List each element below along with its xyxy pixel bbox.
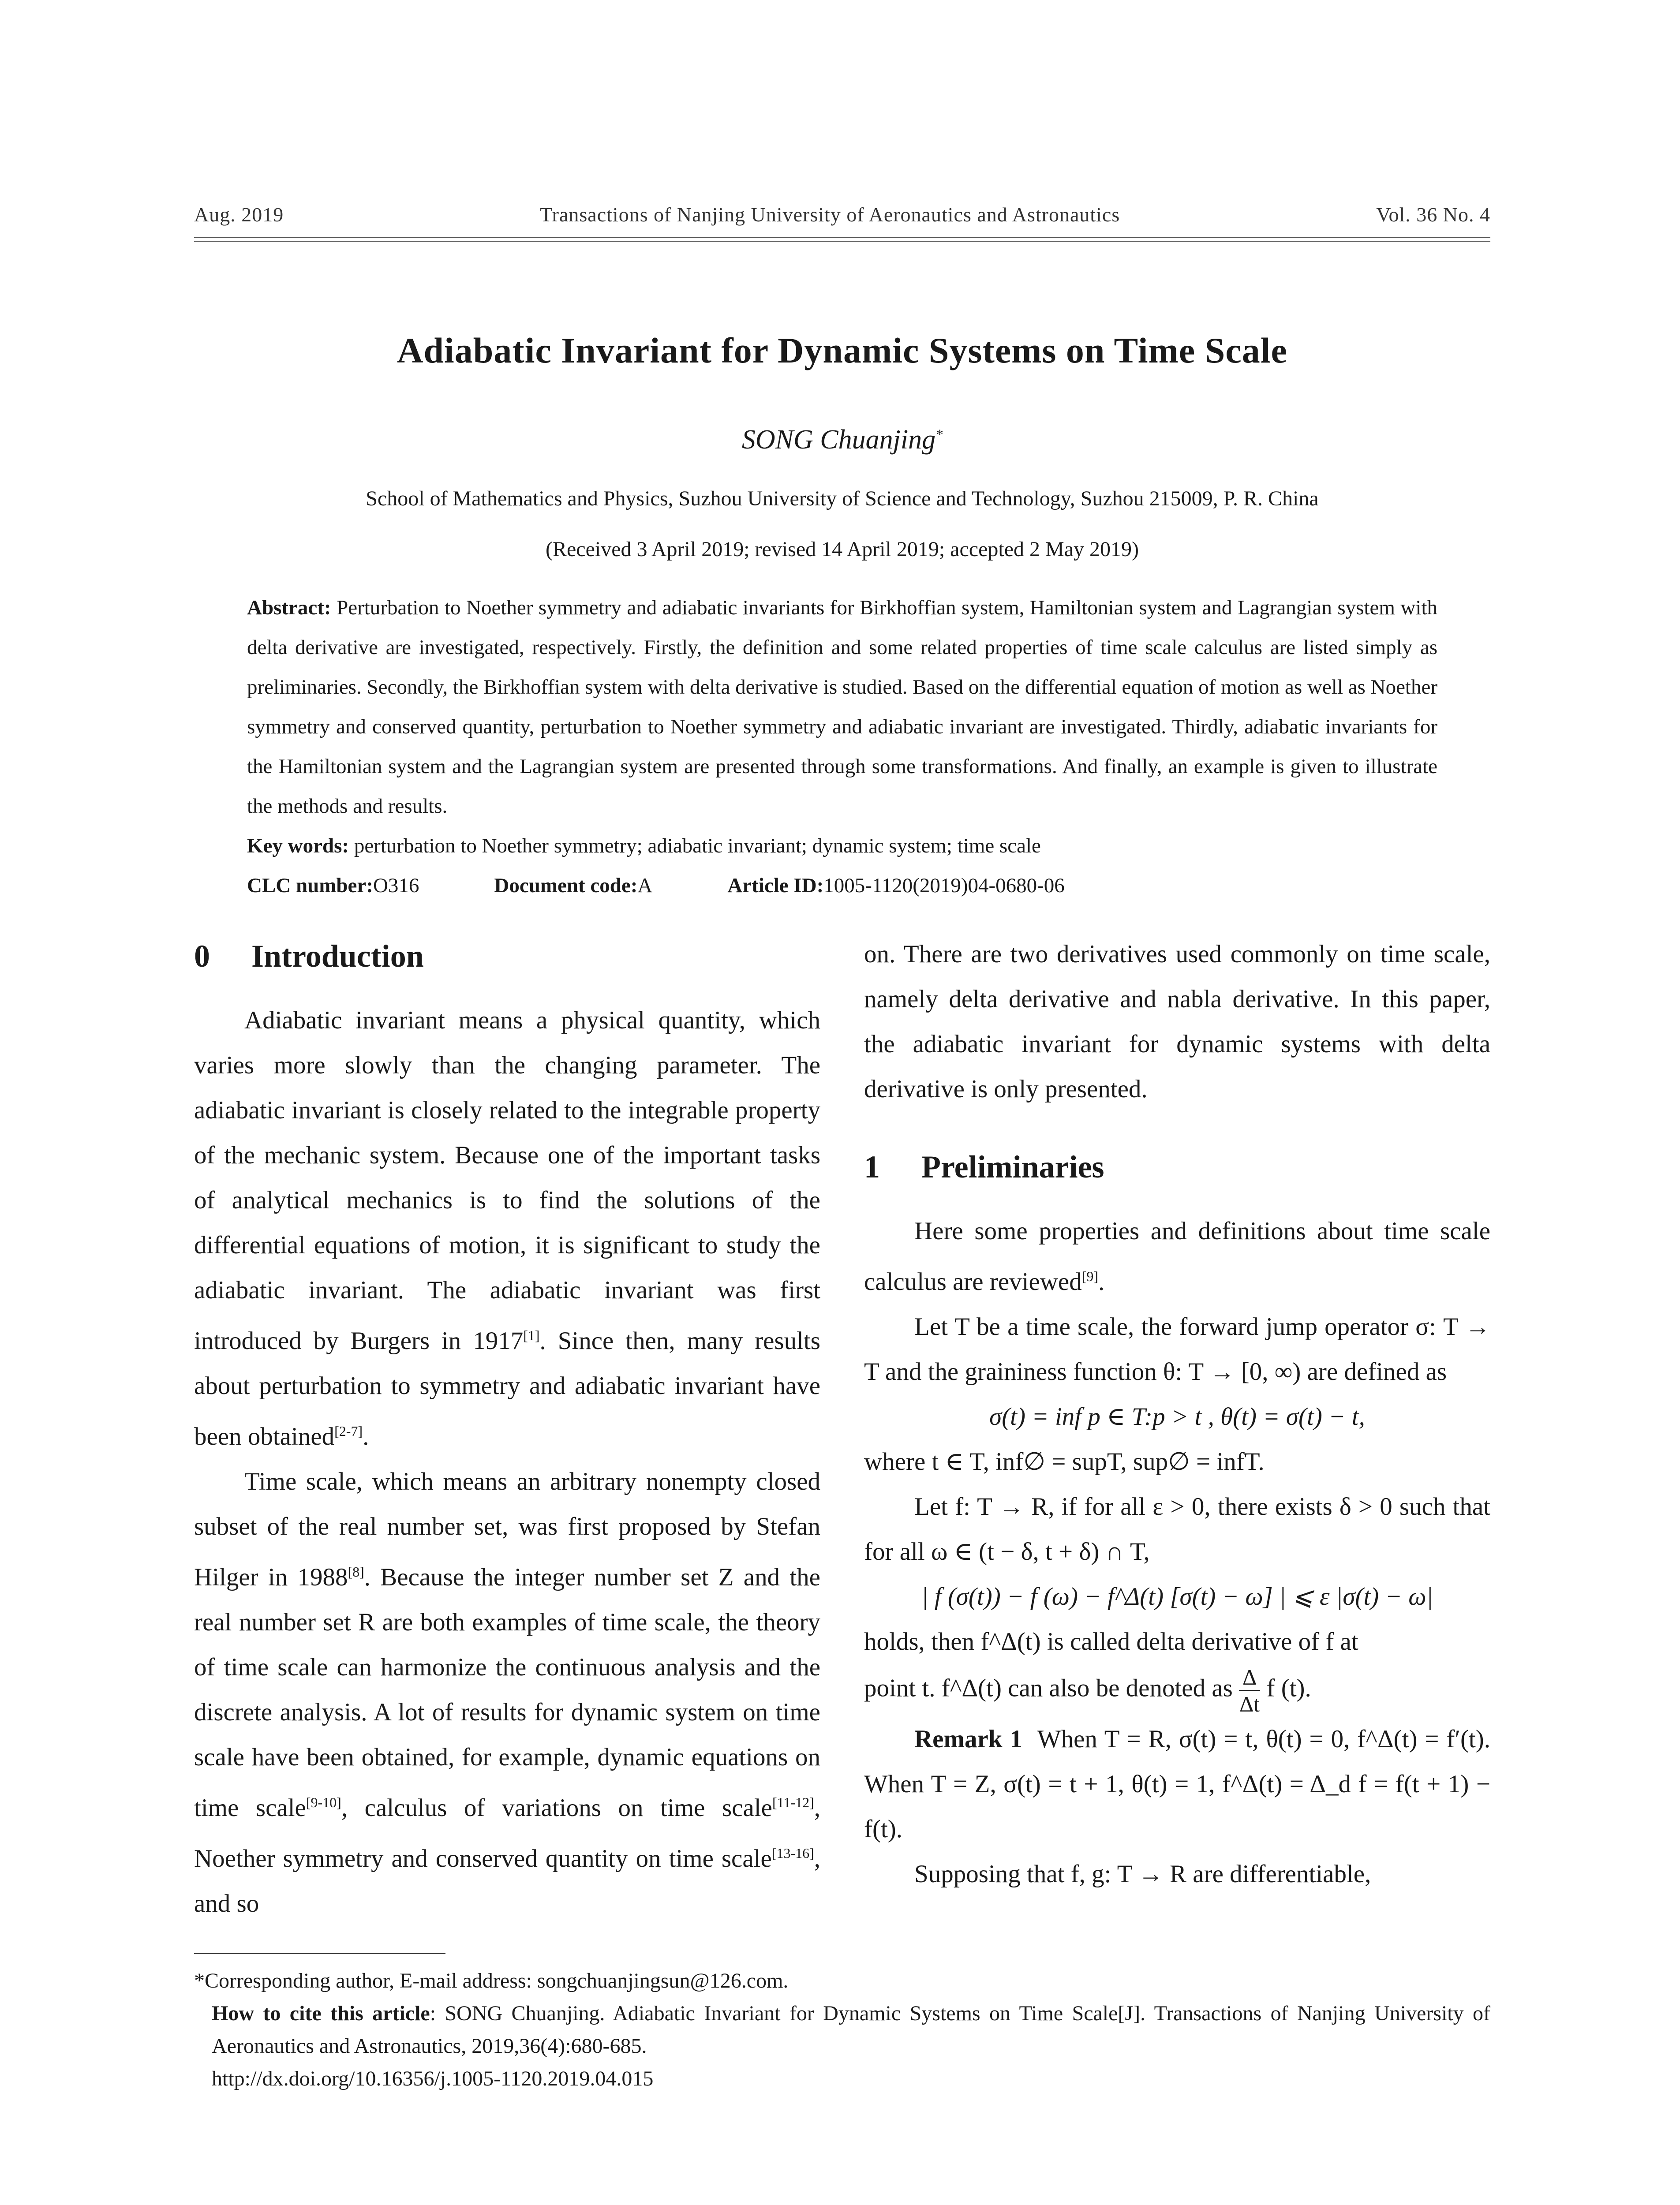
- keywords-label: Key words:: [247, 834, 349, 857]
- section-1-title: Preliminaries: [921, 1149, 1104, 1185]
- intro-p2-text-c: , calculus of variations on time scale: [341, 1794, 772, 1822]
- clc-value: O316: [373, 874, 419, 897]
- section-1-number: 1: [864, 1149, 880, 1185]
- ref-11-12: [11-12]: [772, 1794, 814, 1810]
- author-name: SONG Chuanjing: [741, 425, 936, 455]
- doc-label: Document code:: [494, 874, 638, 897]
- fraction-numerator: Δ: [1239, 1664, 1260, 1691]
- prelim-p1-text-b: .: [1098, 1268, 1105, 1296]
- intro-p2-text-b: . Because the integer number set Z and the real number set R are both examples of time scale, the theory of time scale can harmonize the continuous analysis and the discrete analysis. A lot of results for dynamic system on time scale have been obtained, for example, dynamic equations on time scale: [194, 1563, 820, 1822]
- clc-label: CLC number:: [247, 874, 373, 897]
- section-0-title: Introduction: [251, 938, 424, 974]
- doi-link[interactable]: http://dx.doi.org/10.16356/j.1005-1120.2019.04.015: [212, 2067, 654, 2090]
- intro-continuation: on. There are two derivatives used commonly on time scale, namely delta derivative and nabla derivative. In this paper, the adiabatic invariant for dynamic systems with delta derivative is only presented.: [864, 940, 1490, 1103]
- corresponding-mark: *: [935, 426, 943, 442]
- running-head-volume: Vol. 36 No. 4: [1376, 203, 1490, 226]
- fraction-denominator: Δt: [1239, 1692, 1260, 1716]
- intro-paragraph-1: [194, 998, 820, 1459]
- article-id: [727, 866, 1064, 905]
- doc-value: A: [637, 874, 653, 897]
- section-1-heading: [864, 1143, 1490, 1191]
- body-columns: [194, 932, 1490, 1926]
- running-head-rule: [194, 241, 1490, 242]
- author-line: [194, 424, 1490, 456]
- intro-paragraph-2: [194, 1459, 820, 1926]
- ref-2-7: [2-7]: [334, 1423, 363, 1439]
- ref-1: [1]: [523, 1327, 540, 1343]
- abstract-label: Abstract:: [247, 596, 331, 619]
- running-head: [194, 203, 1490, 238]
- corresponding-author-note: *Corresponding author, E-mail address: songchuanjingsun@126.com.: [194, 1969, 789, 1992]
- prelim-paragraph-6: [864, 1664, 1490, 1717]
- intro-p2-text-d: , Noether symmetry and conserved quantity on time scale: [194, 1794, 820, 1872]
- ref-9: [9]: [1081, 1268, 1099, 1284]
- prelim-paragraph-4: Let f: T → R, if for all ε > 0, there exists δ > 0 such that for all ω ∈ (t − δ, t + δ) ∩ T,: [864, 1493, 1490, 1566]
- remark-1-text: When T = R, σ(t) = t, θ(t) = 0, f^Δ(t) = f′(t). When T = Z, σ(t) = t + 1, θ(t) = 1, f^Δ(t) = Δ_d f = f(t + 1) − f(t).: [864, 1725, 1491, 1843]
- prelim-paragraph-7: Supposing that f, g: T → R are differentiable,: [914, 1860, 1371, 1888]
- section-0-number: 0: [194, 938, 210, 974]
- section-0-heading: [194, 932, 820, 980]
- received-dates: (Received 3 April 2019; revised 14 April 2019; accepted 2 May 2019): [545, 538, 1139, 561]
- equation-jump-operator: σ(t) = inf p ∈ T:p > t , θ(t) = σ(t) − t,: [989, 1403, 1365, 1431]
- clc-number: [247, 866, 419, 905]
- running-head-date: Aug. 2019: [194, 203, 284, 226]
- footnotes: [194, 1965, 1490, 2095]
- prelim-p6-text-a: point t. f^Δ(t) can also be denoted as: [864, 1674, 1233, 1702]
- abstract-text: Perturbation to Noether symmetry and adiabatic invariants for Birkhoffian system, Hamiltonian system and Lagrangian system with delta derivative are investigated, respectively. Firstly, the definition and some related properties of time scale calculus are listed simply as preliminaries. Secondly, the Birkhoffian system with delta derivative is studied. Based on the differential equation of motion as well as Noether symmetry and conserved quantity, perturbation to Noether symmetry and adiabatic invariant are investigated. Thirdly, adiabatic invariants for the Hamiltonian system and the Lagrangian system are presented through some transformations. And finally, an example is given to illustrate the methods and results.: [247, 596, 1437, 818]
- intro-p1-text-b: . Since then, many results about perturbation to symmetry and adiabatic invariant have been obtained: [194, 1327, 820, 1450]
- ref-8: [8]: [348, 1564, 364, 1580]
- document-code: [494, 866, 652, 905]
- remark-1: [864, 1717, 1490, 1852]
- prelim-paragraph-1: [864, 1209, 1490, 1304]
- article-label: Article ID:: [727, 874, 824, 897]
- intro-p1-text-c: .: [363, 1423, 369, 1450]
- ref-9-10: [9-10]: [306, 1794, 341, 1810]
- remark-1-label: Remark 1: [914, 1725, 1022, 1753]
- citation-note: [194, 1997, 1490, 2063]
- footnote-rule: [194, 1953, 445, 1954]
- citation-text: : SONG Chuanjing. Adiabatic Invariant for Dynamic Systems on Time Scale[J]. Transactions of Nanjing University of Aeronautics and Astronautics, 2019,36(4):680-685.: [212, 2002, 1490, 2058]
- paper-title: Adiabatic Invariant for Dynamic Systems on Time Scale: [397, 330, 1287, 370]
- equation-delta-derivative: | f (σ(t)) − f (ω) − f^Δ(t) [σ(t) − ω] | ⩽ ε |σ(t) − ω|: [921, 1583, 1433, 1611]
- article-value: 1005-1120(2019)04-0680-06: [823, 874, 1065, 897]
- abstract-block: [247, 588, 1437, 905]
- intro-p1-text-a: Adiabatic invariant means a physical quantity, which varies more slowly than the changing parameter. The adiabatic invariant is closely related to the integrable property of the mechanic system. Because one of the important tasks of analytical mechanics is to find the solutions of the differential equations of motion, it is significant to study the adiabatic invariant. The adiabatic invariant was first introduced by Burgers in 1917: [194, 1006, 820, 1355]
- intro-p2-text-a: Time scale, which means an arbitrary nonempty closed subset of the real number set, was first proposed by Stefan Hilger in 1988: [194, 1468, 820, 1591]
- abstract: [247, 588, 1437, 826]
- prelim-p1-text-a: Here some properties and definitions about time scale calculus are reviewed: [864, 1217, 1490, 1296]
- delta-fraction: [1239, 1664, 1260, 1717]
- left-column: [194, 932, 820, 1926]
- keywords: [247, 826, 1437, 866]
- classification-row: [247, 866, 1437, 905]
- running-head-journal: Transactions of Nanjing University of Aeronautics and Astronautics: [540, 203, 1120, 226]
- prelim-paragraph-3: where t ∈ T, inf∅ = supT, sup∅ = infT.: [864, 1448, 1265, 1476]
- prelim-p6-text-b: f (t).: [1266, 1674, 1311, 1702]
- citation-label: How to cite this article: [212, 2002, 430, 2025]
- keywords-text: perturbation to Noether symmetry; adiabatic invariant; dynamic system; time scale: [354, 834, 1041, 857]
- intro-p2-text-e: , and so: [194, 1845, 820, 1917]
- prelim-paragraph-5: holds, then f^Δ(t) is called delta derivative of f at: [864, 1628, 1358, 1656]
- ref-13-16: [13-16]: [771, 1845, 814, 1861]
- right-column: [864, 932, 1490, 1926]
- prelim-paragraph-2: Let T be a time scale, the forward jump operator σ: T → T and the graininess function θ: T → [0, ∞) are defined as: [864, 1313, 1490, 1386]
- affiliation: School of Mathematics and Physics, Suzhou University of Science and Technology, Suzhou 215009, P. R. China: [366, 487, 1319, 510]
